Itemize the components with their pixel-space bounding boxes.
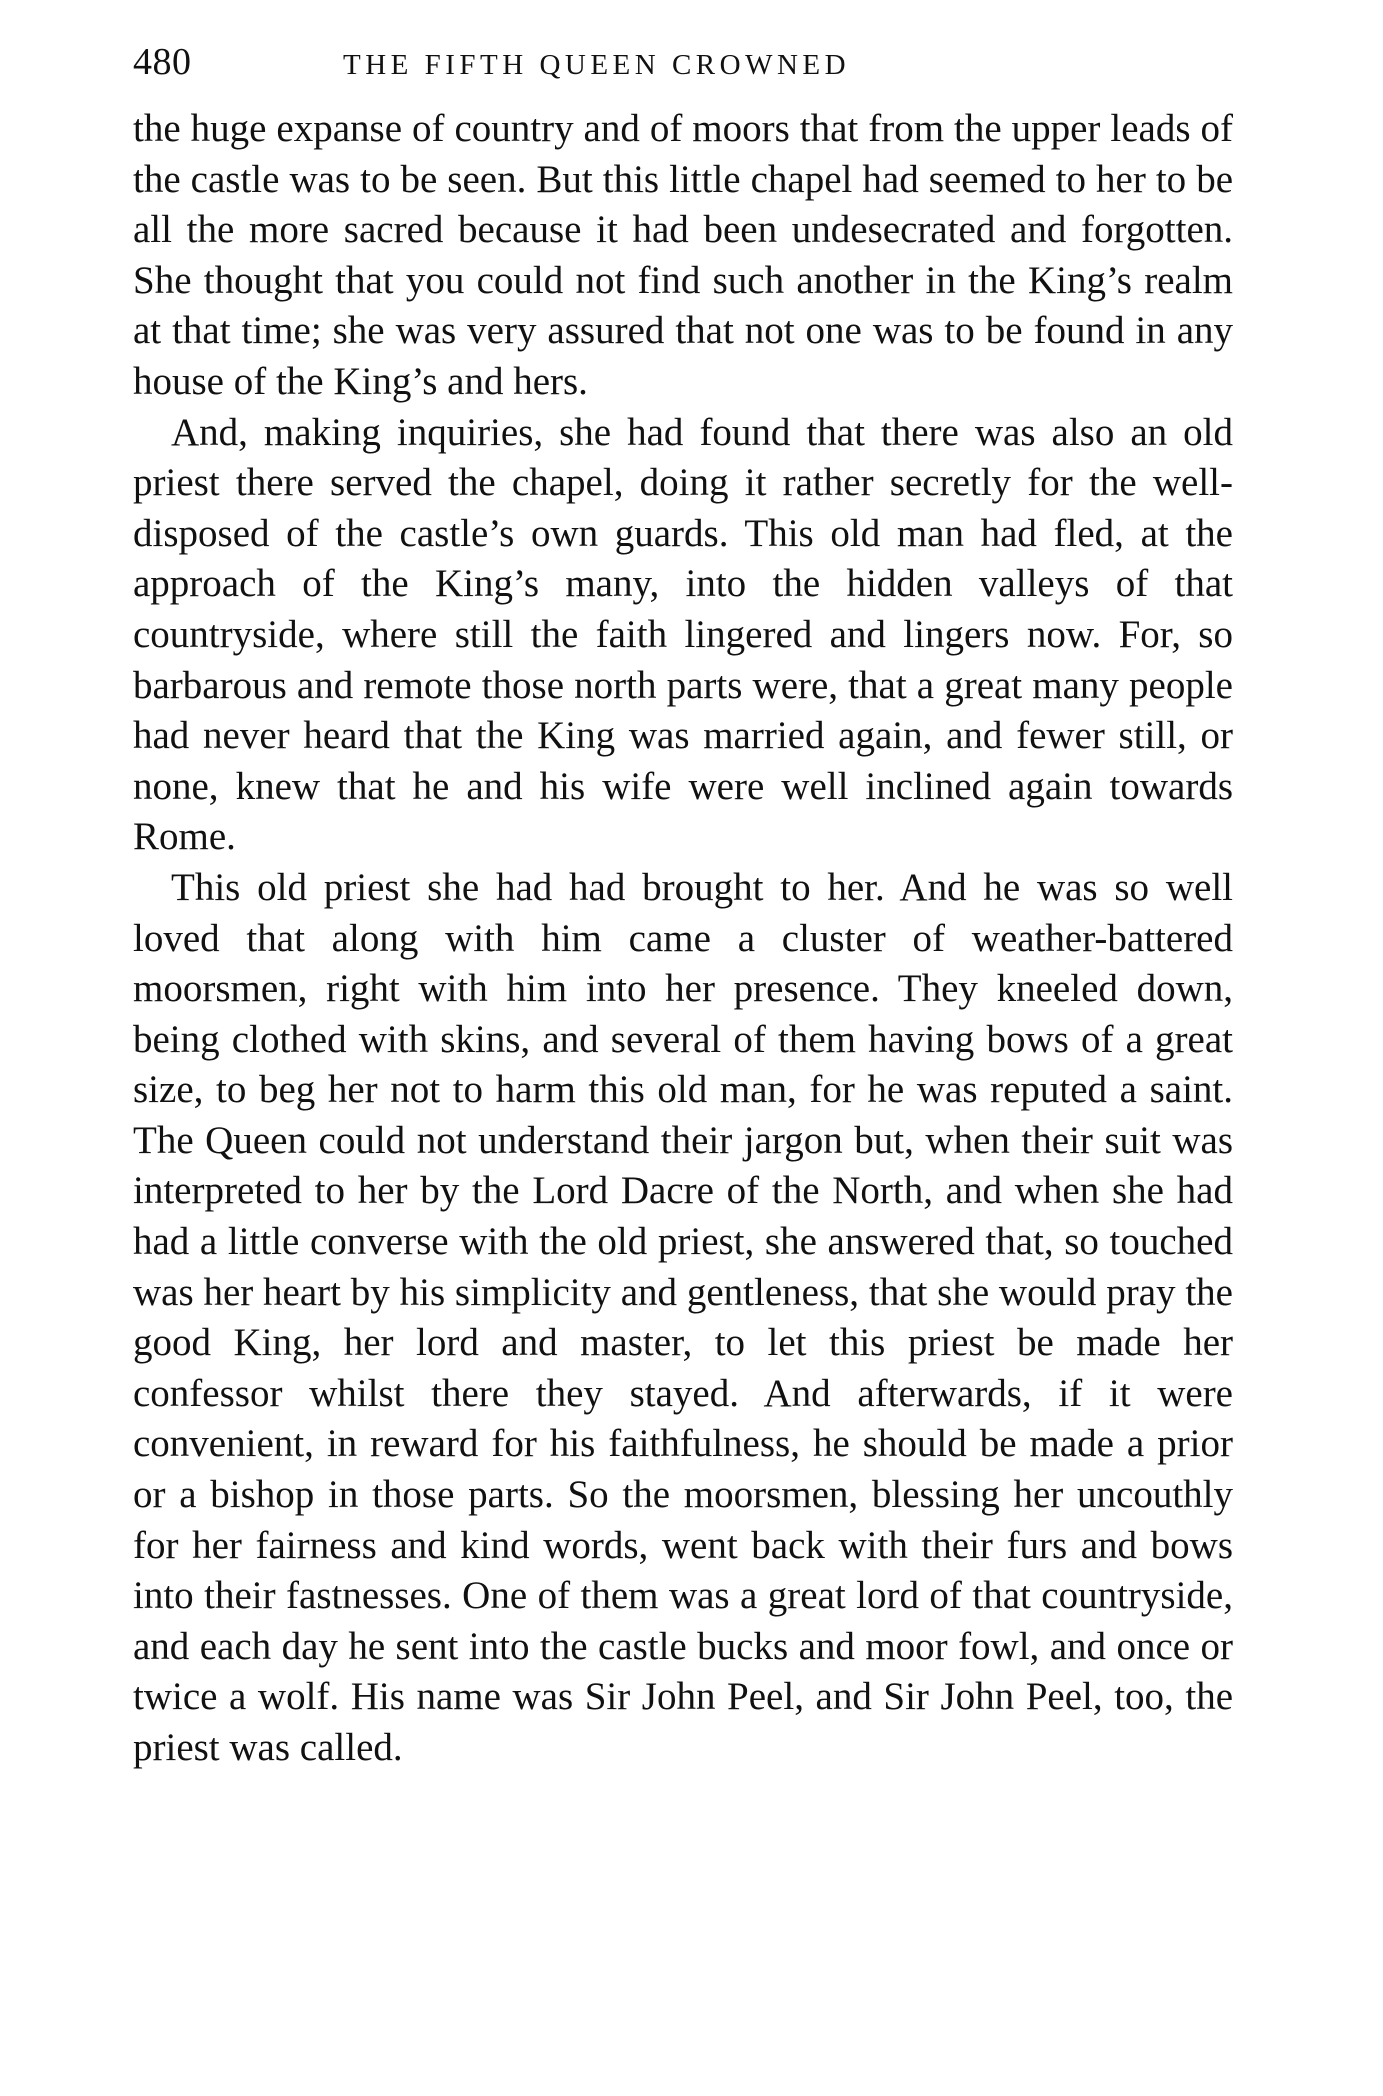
body-text: [133, 104, 1233, 1774]
book-page: [133, 40, 1233, 1774]
paragraph: And, making inquiries, she had found that there was also an old priest there served the chapel, doing it rather secretly for the well-disposed of the castle’s own guards. This old man had fled, at the approach of the King’s many, into the hidden valleys of that countryside, where still the faith lingered and lingers now. For, so barbarous and remote those north parts were, that a great many people had never heard that the King was married again, and fewer still, or none, knew that he and his wife were well inclined again towards Rome.: [133, 410, 1233, 859]
running-title: THE FIFTH QUEEN CROWNED: [343, 49, 851, 81]
page-number: 480: [133, 41, 192, 83]
paragraph-continued: the huge expanse of country and of moors that from the upper leads of the castle was to be seen. But this little chapel had seemed to her to be all the more sacred because it had been undesecrated and forgotten. She thought that you could not find such another in the King’s realm at that time; she was very assured that not one was to be found in any house of the King’s and hers.: [133, 107, 1233, 403]
paragraph: This old priest she had had brought to her. And he was so well loved that along with him came a cluster of weather-battered moorsmen, right with him into her presence. They kneeled down, being clothed with skins, and several of them having bows of a great size, to beg her not to harm this old man, for he was reputed a saint. The Queen could not understand their jargon but, when their suit was interpreted to her by the Lord Dacre of the North, and when she had had a little converse with the old priest, she answered that, so touched was her heart by his simplicity and gentleness, that she would pray the good King, her lord and master, to let this priest be made her confessor whilst there they stayed. And afterwards, if it were convenient, in reward for his faithfulness, he should be made a prior or a bishop in those parts. So the moorsmen, blessing her uncouthly for her fairness and kind words, went back with their furs and bows into their fastnesses. One of them was a great lord of that countryside, and each day he sent into the castle bucks and moor fowl, and once or twice a wolf. His name was Sir John Peel, and Sir John Peel, too, the priest was called.: [133, 865, 1233, 1769]
running-head: [133, 40, 1233, 90]
